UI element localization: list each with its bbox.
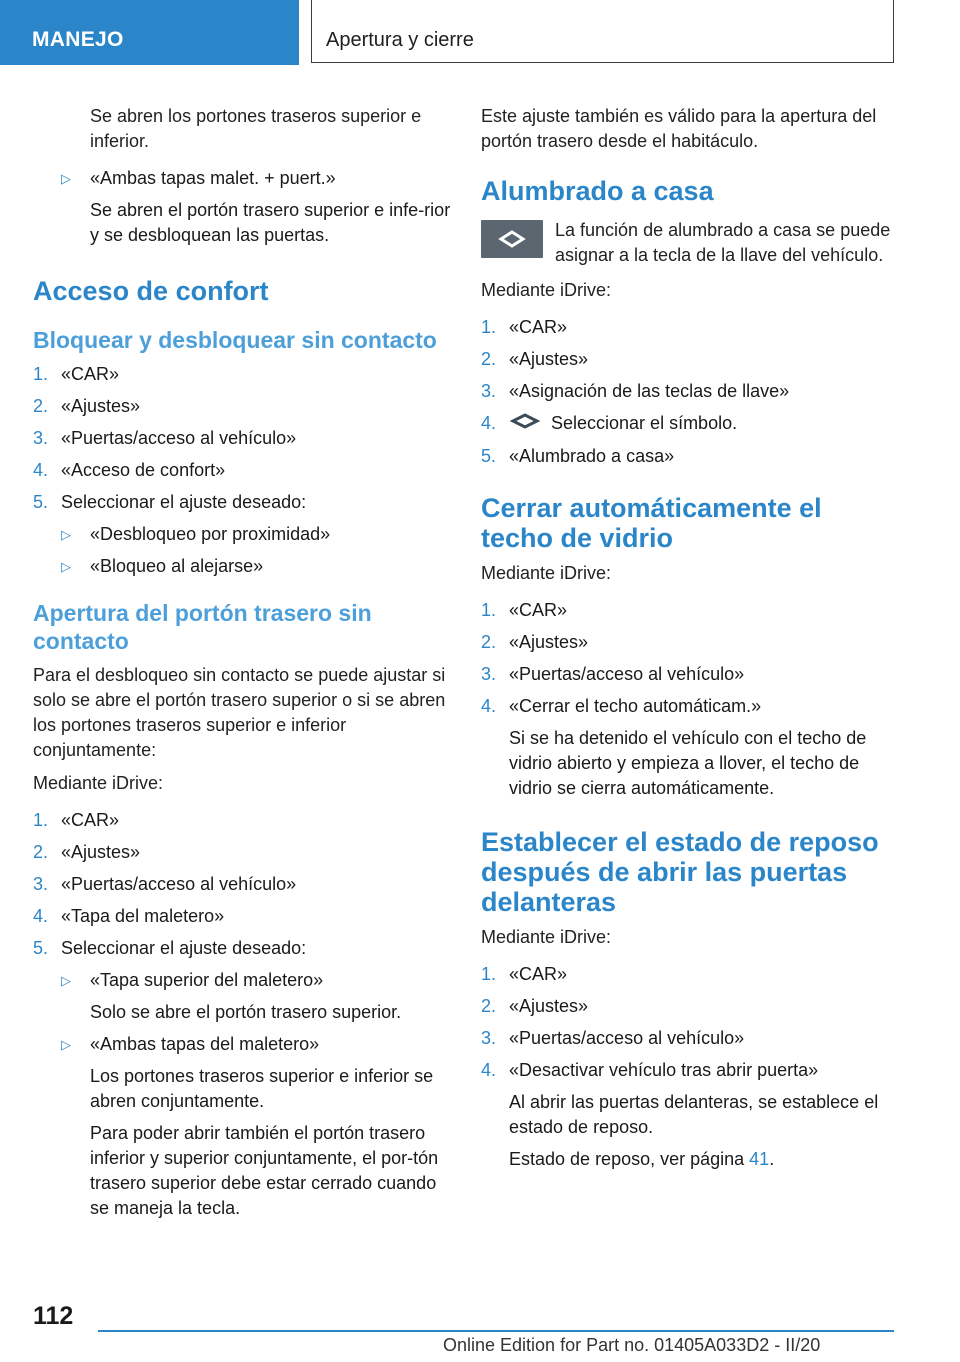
option-description: Para poder abrir también el portón trasero inferior y superior conjuntamente, el por-tón trasero superior debe estar cerrado cuando se maneja la tecla. <box>90 1123 439 1218</box>
footer-edition: Online Edition for Part no. 01405A033D2 - II/20 <box>443 1335 821 1355</box>
header-section <box>0 0 299 65</box>
apertura-text: Para el desbloqueo sin contacto se puede ajustar si solo se abre el portón trasero superior o si se abren los portones traseros superior e inferior conjuntamente: <box>33 665 446 760</box>
list-item: 4. «Cerrar el techo automáticam.» <box>481 695 762 716</box>
home-light-key-icon <box>481 220 543 258</box>
triangle-bullet-icon: ▷ <box>61 527 71 542</box>
list-item: 3. «Puertas/acceso al vehículo» <box>33 874 297 894</box>
triangle-bullet-icon: ▷ <box>61 559 71 574</box>
option-description: Los portones traseros superior e inferior se abren conjuntamente. <box>90 1066 434 1111</box>
heading-bloquear: Bloquear y desbloquear sin contacto <box>33 327 437 353</box>
list-item: 2. «Ajustes» <box>33 396 141 416</box>
list-item: 4. «Desactivar vehículo tras abrir puerta» <box>481 1059 819 1080</box>
list-item: 2. «Ajustes» <box>481 631 589 652</box>
list-item: 4. «Tapa del maletero» <box>33 906 225 926</box>
list-item: 1. «CAR» <box>481 963 568 984</box>
idrive-label: Mediante iDrive: <box>481 562 612 583</box>
list-item: ▷ «Ambas tapas malet. + puert.» <box>33 166 451 191</box>
list-item: 2. «Ajustes» <box>33 842 141 862</box>
footer-divider <box>98 1330 894 1332</box>
list-item: 3. «Puertas/acceso al vehículo» <box>33 428 297 448</box>
steps-list-5 <box>481 962 901 1172</box>
idrive-label: Mediante iDrive: <box>481 926 612 947</box>
steps-list-4 <box>481 598 901 801</box>
steps-list-2 <box>33 808 451 1221</box>
list-item: 1. «CAR» <box>481 317 568 337</box>
list-item: 1. «CAR» <box>481 599 568 620</box>
right-column <box>481 104 901 1179</box>
list-item: 4. «Acceso de confort» <box>33 460 226 480</box>
list-item: ▷ «Ambas tapas del maletero» <box>33 1032 451 1057</box>
heading-acceso-confort: Acceso de confort <box>33 276 269 306</box>
step-note: Al abrir las puertas delanteras, se establece el estado de reposo. <box>509 1091 879 1137</box>
header-section-label: MANEJO <box>32 28 124 51</box>
header-title-box <box>311 0 894 63</box>
page-link[interactable]: 41 <box>749 1148 770 1169</box>
list-item: 5. Seleccionar el ajuste deseado: <box>33 492 307 512</box>
list-item: 5. Seleccionar el ajuste deseado: <box>33 938 307 958</box>
home-light-symbol-icon <box>509 412 541 437</box>
option-description: Se abren el portón trasero superior e infe-rior y se desbloquean las puertas. <box>90 200 451 245</box>
triangle-bullet-icon: ▷ <box>61 1037 71 1052</box>
page-number: 112 <box>33 1302 74 1330</box>
intro-text: Este ajuste también es válido para la apertura del portón trasero desde el habitáculo. <box>481 106 877 151</box>
idrive-label: Mediante iDrive: <box>33 773 164 793</box>
heading-techo: Cerrar automáticamente el techo de vidrio <box>481 492 822 553</box>
list-item: ▷ «Tapa superior del maletero» <box>33 968 451 993</box>
steps-list-3 <box>481 315 901 469</box>
alumbrado-text: La función de alumbrado a casa se puede asignar a la tecla de la llave del vehículo. <box>555 220 891 265</box>
header-title: Apertura y cierre <box>326 29 474 51</box>
left-column <box>33 104 451 1228</box>
list-item: 2. «Ajustes» <box>481 995 589 1016</box>
list-item: 3. «Puertas/acceso al vehículo» <box>481 663 745 684</box>
step-note: Si se ha detenido el vehículo con el techo de vidrio abierto y empieza a llover, el techo de vidrio se cierra automáticamente. <box>509 727 867 798</box>
list-item: ▷ «Desbloqueo por proximidad» <box>33 522 451 547</box>
triangle-bullet-icon: ▷ <box>61 171 71 186</box>
idrive-label: Mediante iDrive: <box>481 280 612 300</box>
intro-text: Se abren los portones traseros superior e inferior. <box>90 106 422 151</box>
list-item: 3. «Asignación de las teclas de llave» <box>481 381 790 401</box>
page-reference: Estado de reposo, ver página 41. <box>509 1148 775 1169</box>
option-description: Solo se abre el portón trasero superior. <box>90 1002 402 1022</box>
list-item: 2. «Ajustes» <box>481 349 589 369</box>
heading-alumbrado: Alumbrado a casa <box>481 176 714 206</box>
alumbrado-block <box>481 218 901 268</box>
steps-list-1 <box>33 362 451 579</box>
triangle-bullet-icon: ▷ <box>61 973 71 988</box>
heading-reposo: Establecer el estado de reposo después de abrir las puertas delanteras <box>481 826 879 917</box>
list-item: 1. «CAR» <box>33 810 120 830</box>
list-item: 5. «Alumbrado a casa» <box>481 445 675 466</box>
heading-apertura: Apertura del portón trasero sin contacto <box>33 600 372 654</box>
list-item: 3. «Puertas/acceso al vehículo» <box>481 1027 745 1048</box>
list-item: 4. Seleccionar el símbolo. <box>481 411 901 437</box>
list-item: ▷ «Bloqueo al alejarse» <box>33 554 451 579</box>
list-item: 1. «CAR» <box>33 364 120 384</box>
